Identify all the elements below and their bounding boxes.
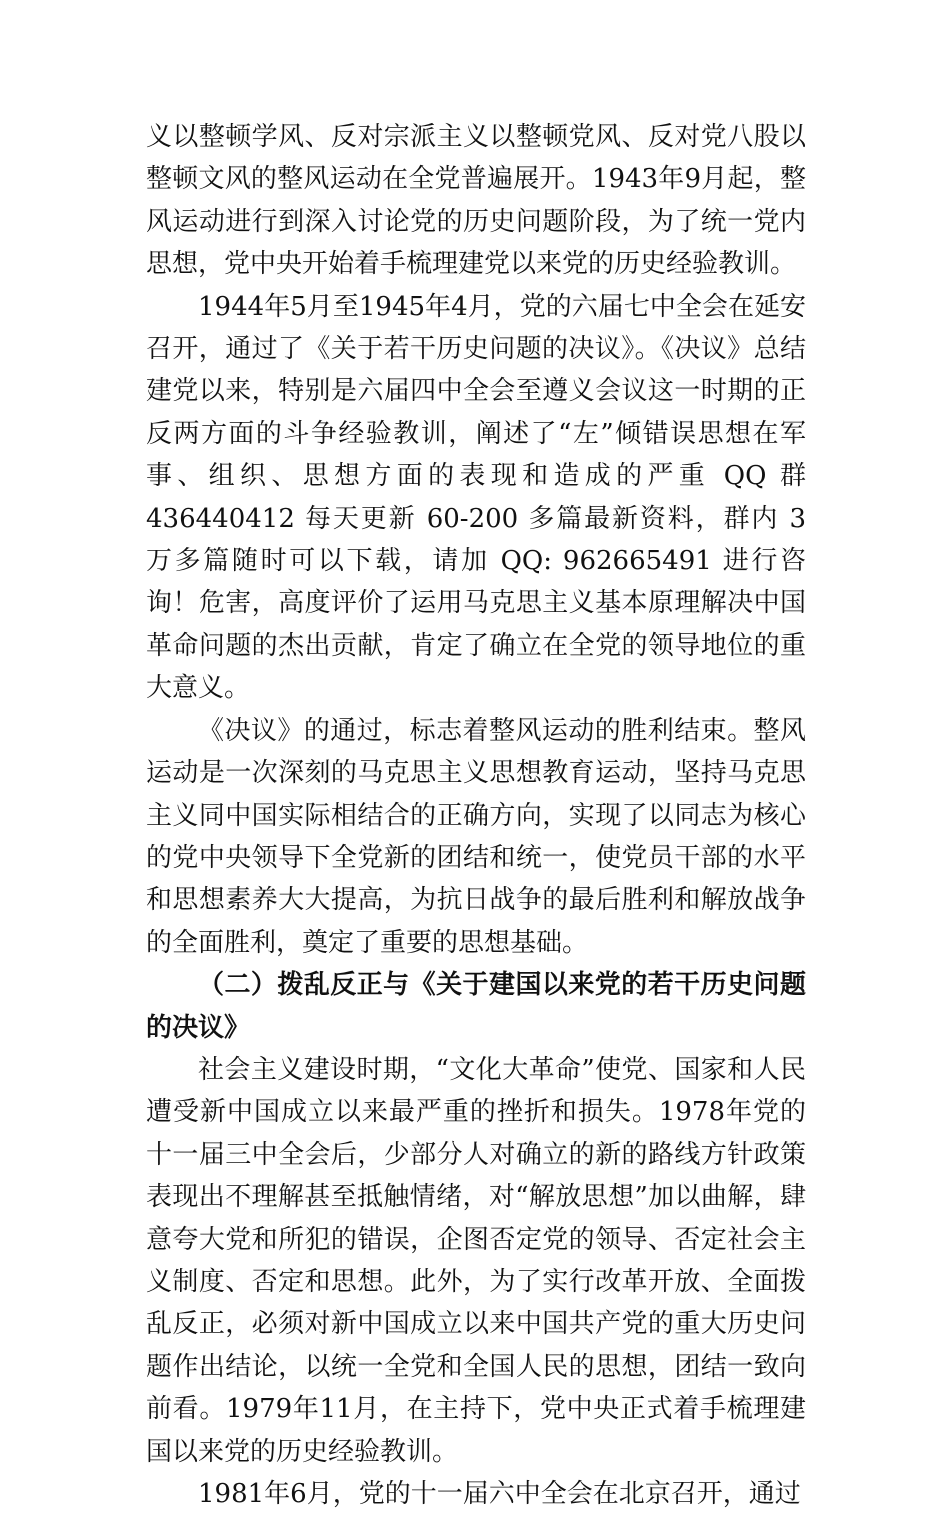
paragraph-resolution-passed: 《决议》的通过，标志着整风运动的胜利结束。整风运动是一次深刻的马克思主义思想教育运动，坚持马克思主义同中国实际相结合的正确方向，实现了以同志为核心的党中央领导下全党新的团结和统一，使党员干部的水平和思想素养大大提高，为抗日战争的最后胜利和解放战争的全面胜利，奠定了重要的思想基础。 [146, 715, 806, 958]
paragraph-1944-plenum: 1944年5月至1945年4月，党的六届七中全会在延安召开，通过了《关于若干历史问题的决议》。《决议》总结建党以来，特别是六届四中全会至遵义会议这一时期的正反两方面的斗争经验教训，阐述了“左”倾错误思想在军事、组织、思想方面的表现和造成的严重 QQ 群 436440412 每天更新 60-200 多篇最新资料，群内 3 万多篇随时可以下载，请加 QQ: 962665491 进行咨询！危害，高度评价了运用马克思主义基本原理解决中国革命问题的杰出贡献，肯定了确立在全党的领导地位的重大意义。 [146, 291, 806, 704]
paragraph-socialist-construction: 社会主义建设时期，“文化大革命”使党、国家和人民遭受新中国成立以来最严重的挫折和损失。1978年党的十一届三中全会后，少部分人对确立的新的路线方针政策表现出不理解甚至抵触情绪，对“解放思想”加以曲解，肆意夸大党和所犯的错误，企图否定党的领导、否定社会主义制度、否定和思想。此外，为了实行改革开放、全面拨乱反正，必须对新中国成立以来中国共产党的重大历史问题作出结论，以统一全党和全国人民的思想，团结一致向前看。1979年11月，在主持下，党中央正式着手梳理建国以来党的历史经验教训。 [146, 1054, 806, 1467]
paragraph-1981-plenum: 1981年6月，党的十一届六中全会在北京召开，通过 [198, 1479, 801, 1509]
paragraph-continuation: 义以整顿学风、反对宗派主义以整顿党风、反对党八股以整顿文风的整风运动在全党普遍展开。1943年9月起，整风运动进行到深入讨论党的历史问题阶段，为了统一党内思想，党中央开始着手梳理建党以来党的历史经验教训。 [146, 122, 806, 280]
section-heading: （二）拨乱反正与《关于建国以来党的若干历史问题的决议》 [146, 970, 806, 1043]
document-body [146, 116, 806, 1515]
